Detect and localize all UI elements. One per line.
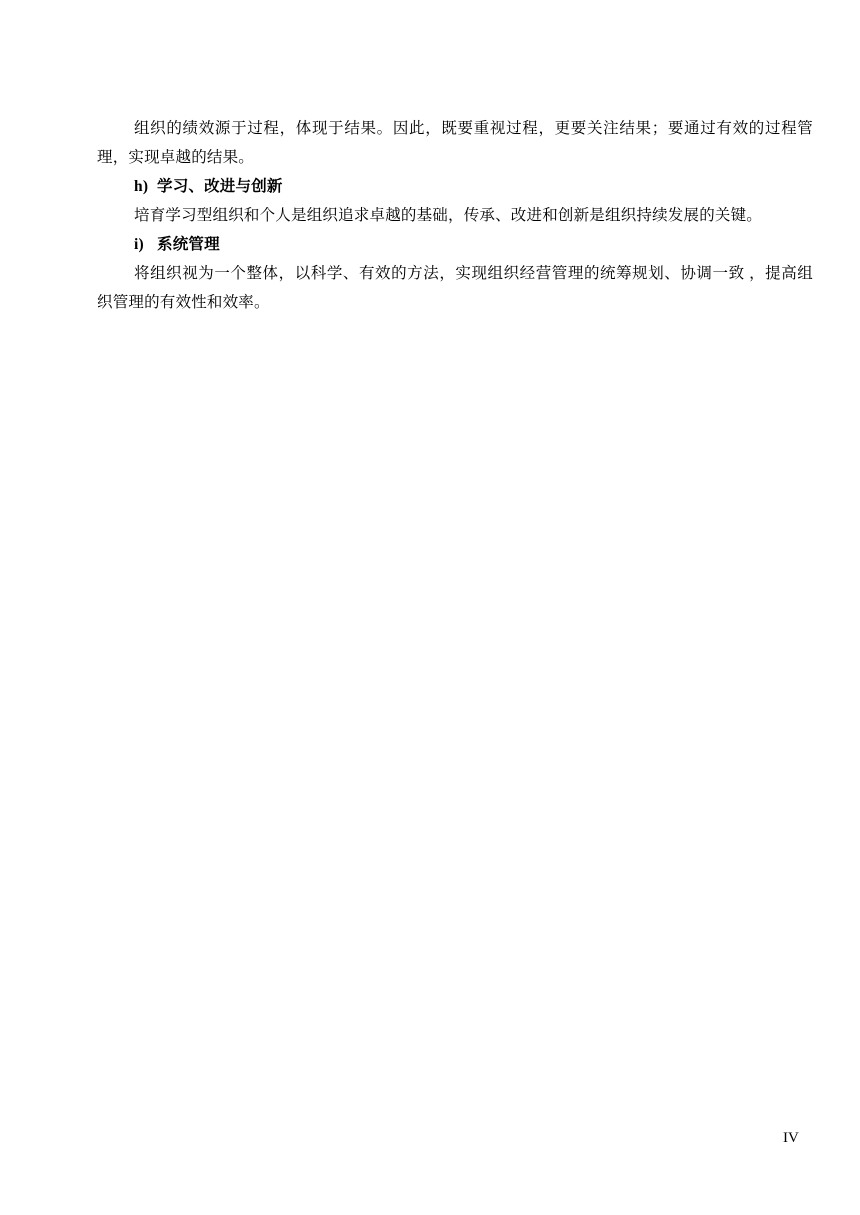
section-h-paragraph: 培育学习型组织和个人是组织追求卓越的基础，传承、改进和创新是组织持续发展的关键。 bbox=[134, 207, 763, 224]
page-number: IV bbox=[783, 1130, 799, 1146]
section-h-title: 学习、改进与创新 bbox=[157, 178, 283, 195]
document-content bbox=[97, 114, 813, 317]
section-i-marker: i) bbox=[134, 236, 144, 253]
section-heading-i bbox=[97, 230, 813, 259]
section-i-paragraph: 将组织视为一个整体，以科学、有效的方法，实现组织经营管理的统筹规划、协调一致 ，提高组织管理的有效性和效率。 bbox=[97, 265, 813, 311]
intro-paragraph: 组织的绩效源于过程，体现于结果。因此，既要重视过程，更要关注结果；要通过有效的过程管理，实现卓越的结果。 bbox=[97, 120, 813, 166]
section-h-marker: h) bbox=[134, 178, 149, 195]
section-i-title: 系统管理 bbox=[157, 236, 220, 253]
section-heading-h bbox=[97, 172, 813, 201]
